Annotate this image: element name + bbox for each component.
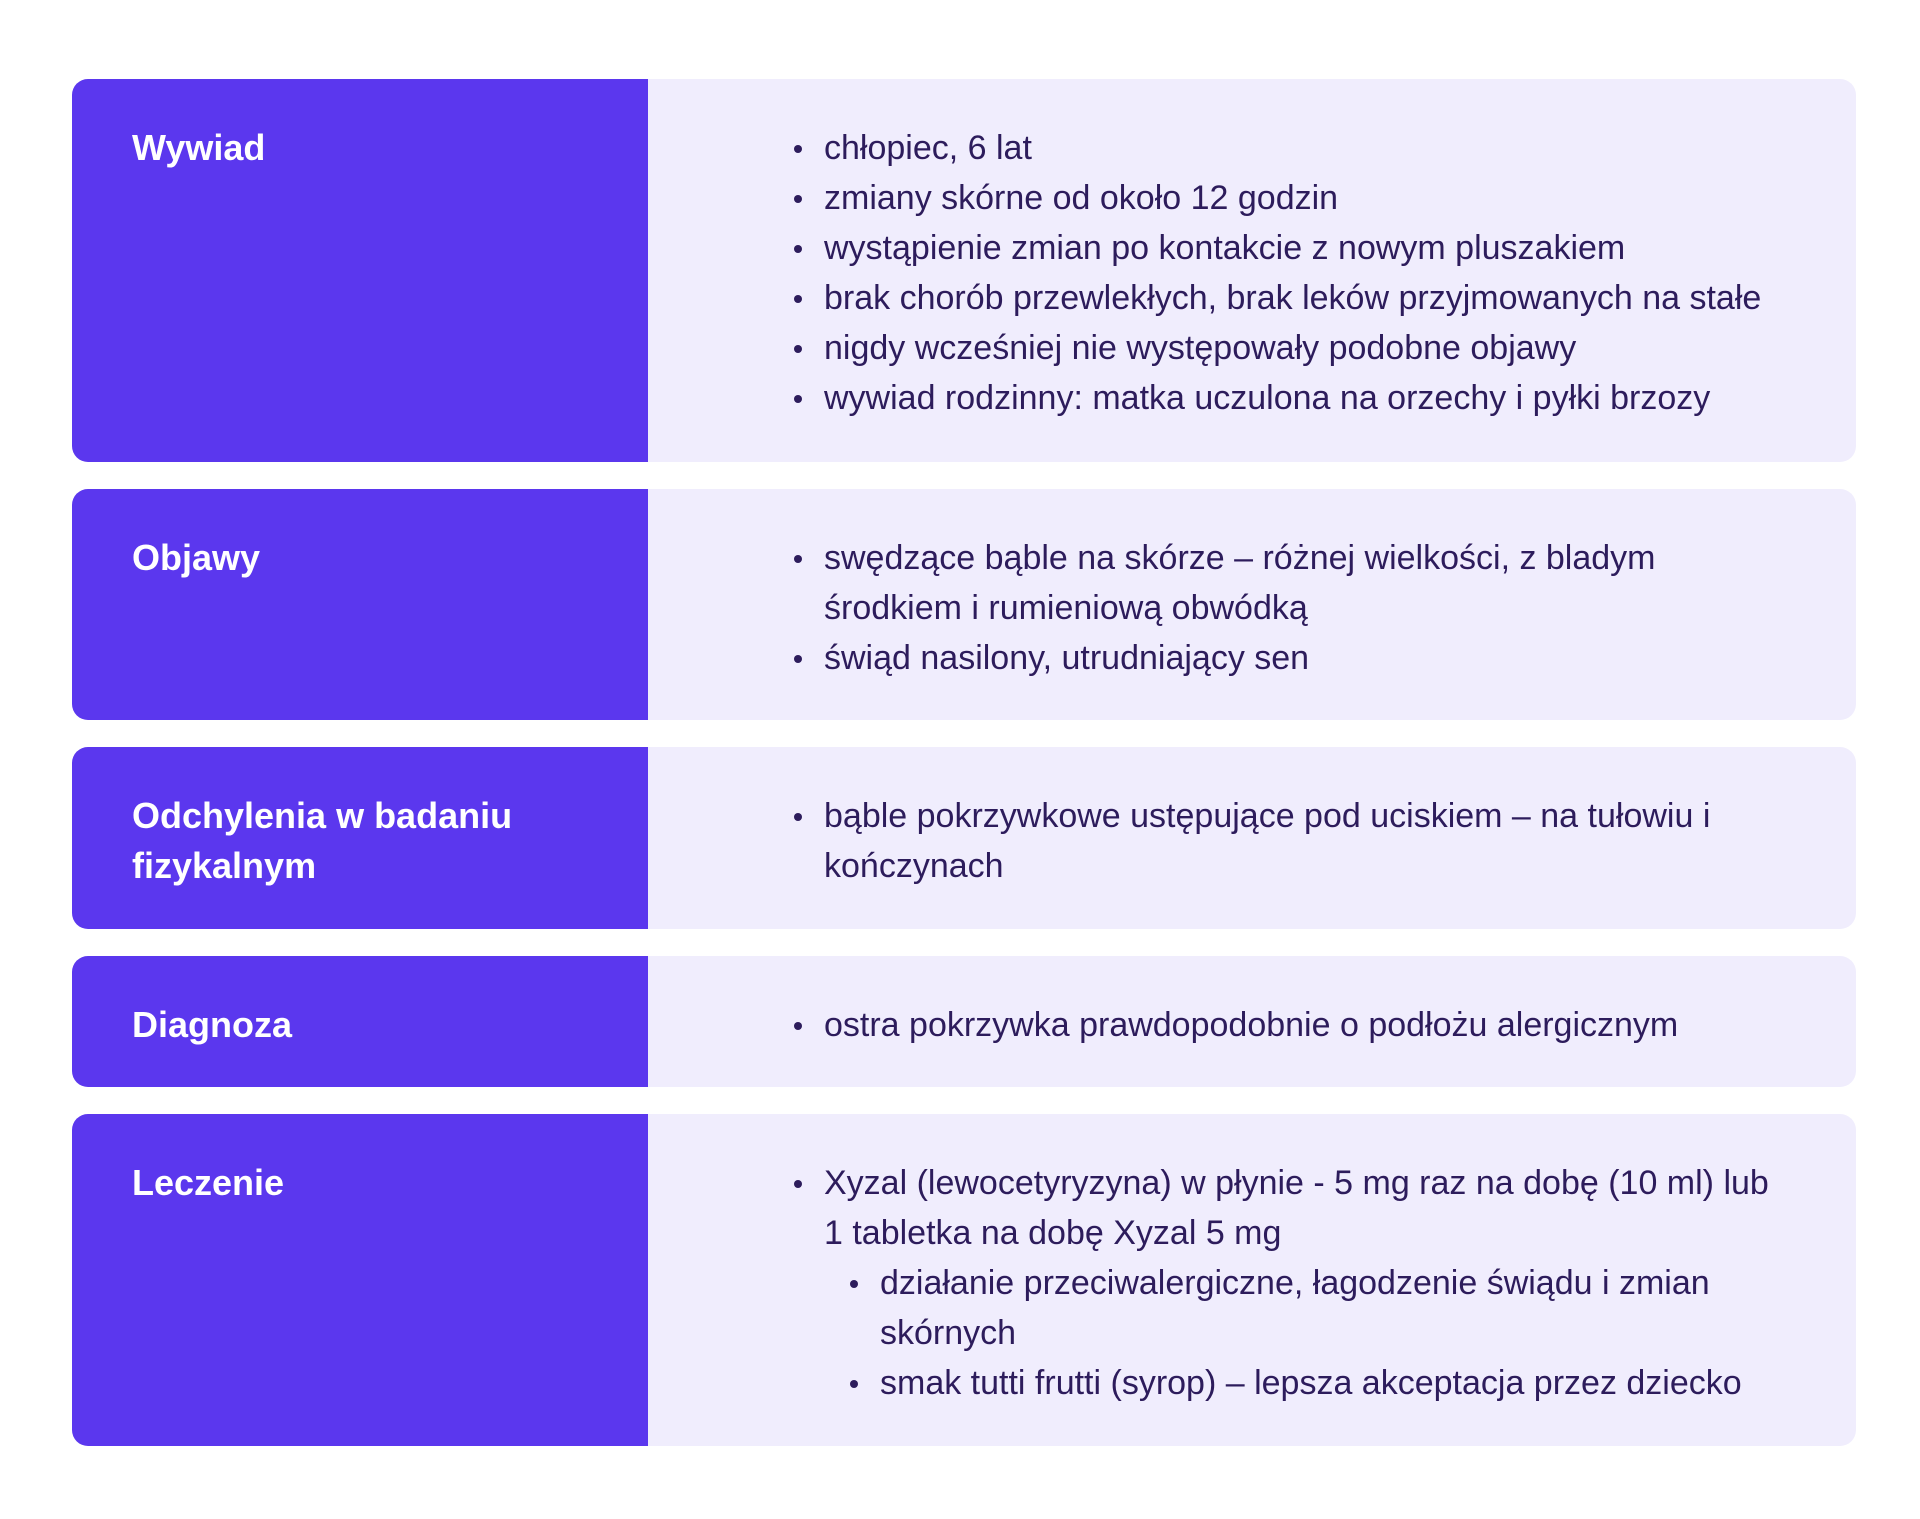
bullet-list [788, 1158, 1796, 1408]
list-item: ostra pokrzywka prawdopodobnie o podłożu alergicznym [788, 1000, 1796, 1050]
list-item-text: Xyzal (lewocetyryzyna) w płynie - 5 mg raz na dobę (10 ml) lub 1 tabletka na dobę Xyzal 5 mg [824, 1164, 1769, 1252]
list-item [788, 1158, 1796, 1408]
bullet-list [788, 533, 1796, 683]
list-item: chłopiec, 6 lat [788, 123, 1796, 173]
sub-bullet-list [844, 1258, 1796, 1408]
list-item: bąble pokrzywkowe ustępujące pod uciskiem – na tułowiu i kończynach [788, 791, 1796, 891]
list-item: nigdy wcześniej nie występowały podobne objawy [788, 323, 1796, 373]
list-item: wystąpienie zmian po kontakcie z nowym pluszakiem [788, 223, 1796, 273]
sub-list-item: smak tutti frutti (syrop) – lepsza akceptacja przez dziecko [844, 1358, 1796, 1408]
case-summary-table [72, 79, 1856, 1446]
section-leczenie [72, 1114, 1856, 1446]
section-diagnoza [72, 956, 1856, 1087]
section-content [648, 79, 1856, 462]
section-content [648, 489, 1856, 720]
list-item: zmiany skórne od około 12 godzin [788, 173, 1796, 223]
section-content [648, 1114, 1856, 1446]
list-item: świąd nasilony, utrudniający sen [788, 633, 1796, 683]
sub-list-item: działanie przeciwalergiczne, łagodzenie świądu i zmian skórnych [844, 1258, 1796, 1358]
list-item: brak chorób przewlekłych, brak leków przyjmowanych na stałe [788, 273, 1796, 323]
list-item: swędzące bąble na skórze – różnej wielkości, z bladym środkiem i rumieniową obwódką [788, 533, 1796, 633]
section-odchylenia [72, 747, 1856, 929]
bullet-list [788, 1000, 1796, 1050]
section-content [648, 747, 1856, 929]
section-title: Leczenie [72, 1114, 648, 1446]
section-objawy [72, 489, 1856, 720]
bullet-list [788, 791, 1796, 891]
section-title: Wywiad [72, 79, 648, 462]
section-title: Diagnoza [72, 956, 648, 1087]
section-content [648, 956, 1856, 1087]
section-title: Odchylenia w badaniu fizykalnym [72, 747, 648, 929]
section-wywiad [72, 79, 1856, 462]
list-item: wywiad rodzinny: matka uczulona na orzechy i pyłki brzozy [788, 373, 1796, 423]
section-title: Objawy [72, 489, 648, 720]
bullet-list [788, 123, 1796, 423]
